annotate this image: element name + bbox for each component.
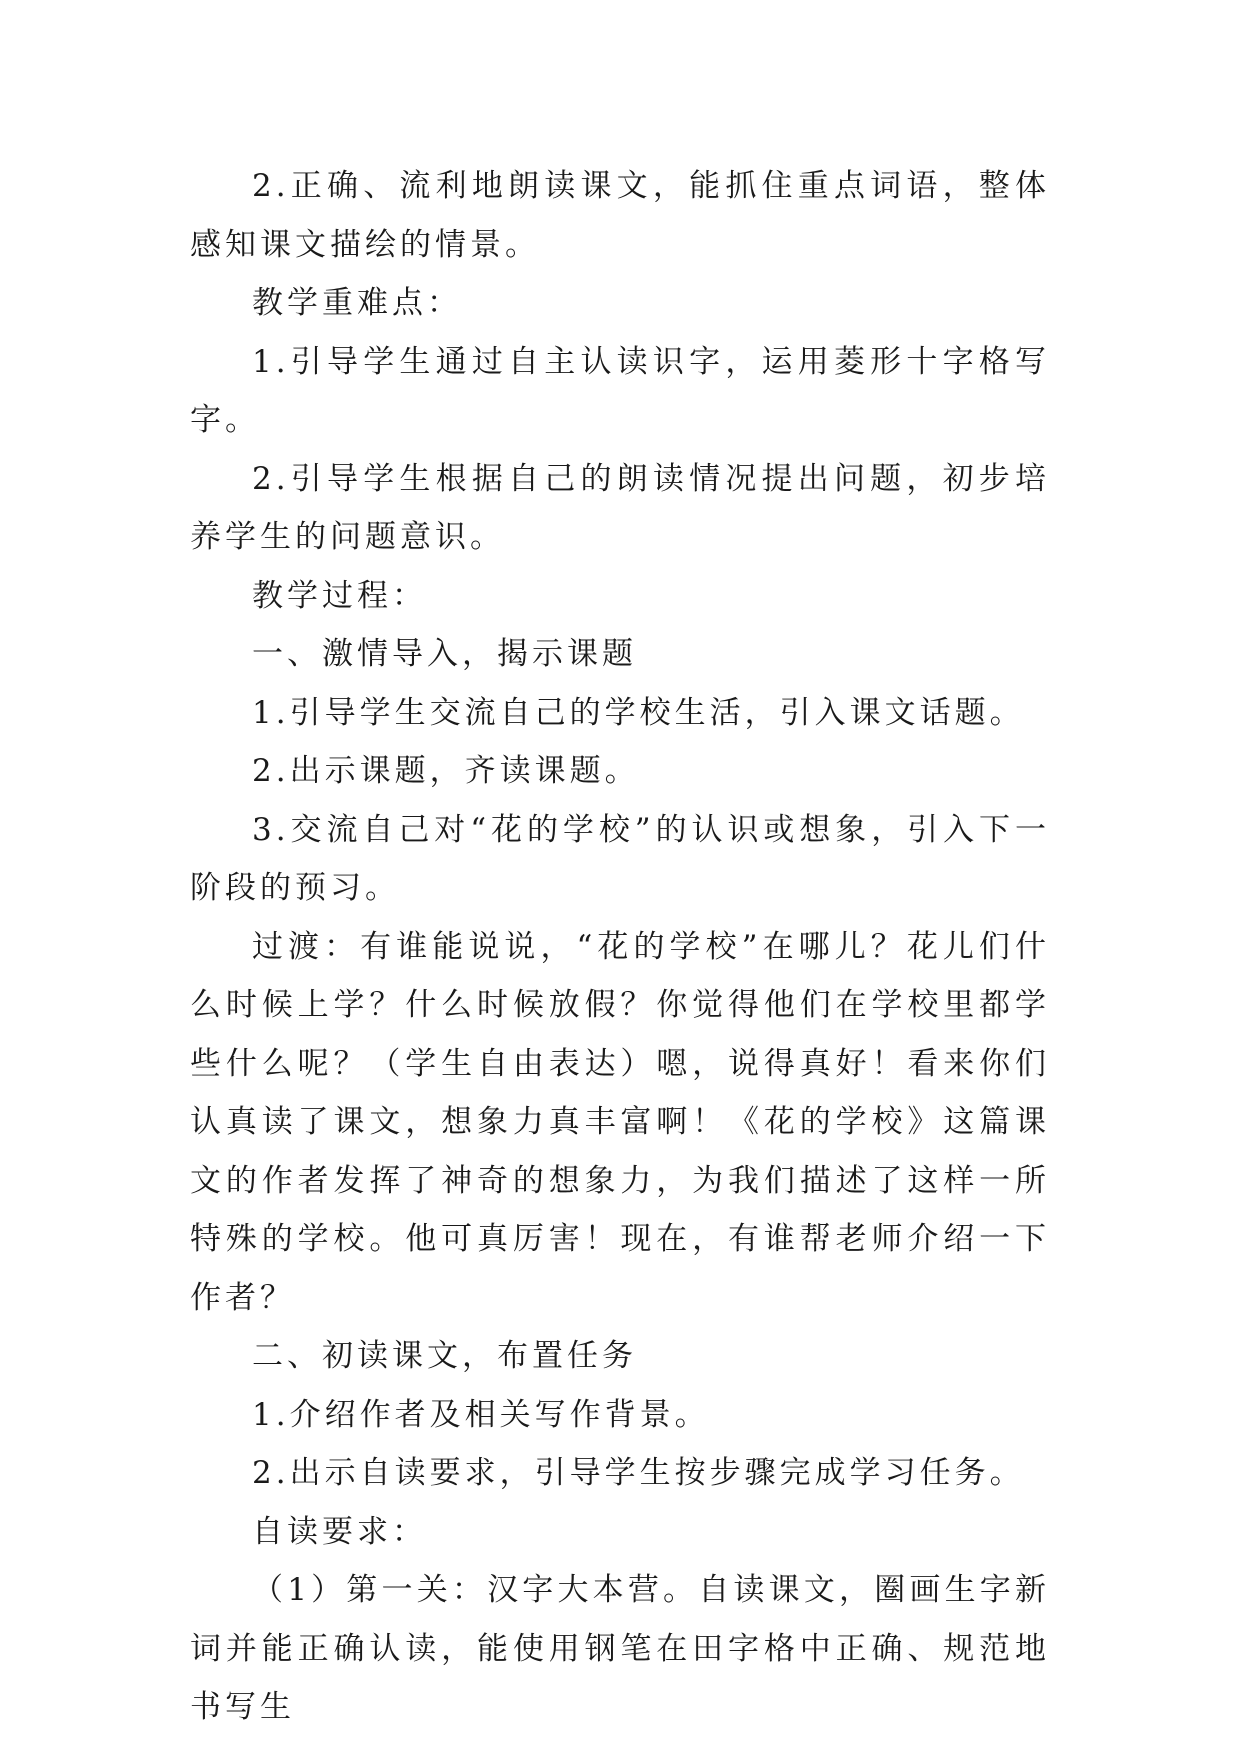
- paragraph-step-1-2: 2.出示课题，齐读课题。: [252, 753, 640, 789]
- paragraph-requirement-1: （1）第一关：汉字大本营。自读课文，圈画生字新词并能正确认读，能使用钢笔在田字格中正确、规范地书写生: [190, 1572, 1050, 1725]
- paragraph-objective-2: 2.正确、流利地朗读课文，能抓住重点词语，整体感知课文描绘的情景。: [190, 168, 1050, 263]
- paragraph-difficulty-2: 2.引导学生根据自己的朗读情况提出问题，初步培养学生的问题意识。: [190, 460, 1050, 555]
- paragraph-step-1-3: 3.交流自己对“花的学校”的认识或想象，引入下一阶段的预习。: [190, 811, 1050, 906]
- document-body: [190, 157, 1050, 1737]
- heading-self-reading-requirements: 自读要求：: [252, 1513, 427, 1550]
- heading-teaching-process: 教学过程：: [252, 577, 427, 614]
- paragraph-transition: 过渡：有谁能说说，“花的学校”在哪儿？花儿们什么时候上学？什么时候放假？你觉得他们在学校里都学些什么呢？（学生自由表达）嗯，说得真好！看来你们认真读了课文，想象力真丰富啊！《花的学校》这篇课文的作者发挥了神奇的想象力，为我们描述了这样一所特殊的学校。他可真厉害！现在，有谁帮老师介绍一下作者？: [190, 928, 1050, 1316]
- paragraph-step-1-1: 1.引导学生交流自己的学校生活，引入课文话题。: [252, 694, 1025, 731]
- paragraph-difficulty-1: 1.引导学生通过自主认读识字，运用菱形十字格写字。: [190, 343, 1050, 438]
- heading-key-difficulties: 教学重难点：: [252, 285, 462, 321]
- section-heading-1: 一、激情导入，揭示课题: [252, 636, 637, 672]
- paragraph-step-2-2: 2.出示自读要求，引导学生按步骤完成学习任务。: [252, 1455, 1025, 1491]
- section-heading-2: 二、初读课文，布置任务: [252, 1338, 637, 1374]
- paragraph-step-2-1: 1.介绍作者及相关写作背景。: [252, 1396, 710, 1433]
